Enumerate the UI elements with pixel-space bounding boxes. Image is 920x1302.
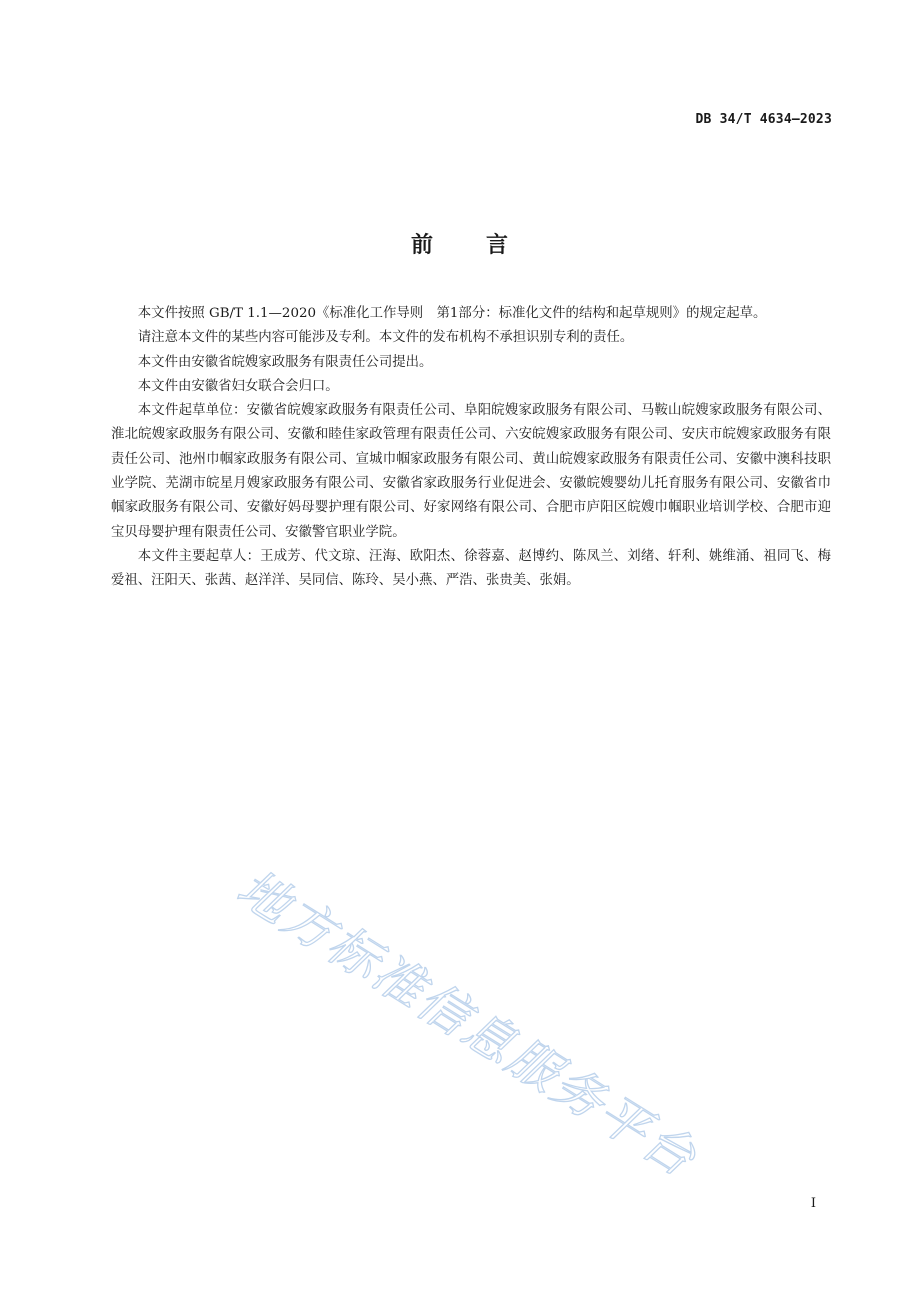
paragraph-patent-notice: 请注意本文件的某些内容可能涉及专利。本文件的发布机构不承担识别专利的责任。 xyxy=(137,330,634,346)
page-number: I xyxy=(810,1196,816,1211)
paragraph-drafting-units: 本文件起草单位：安徽省皖嫂家政服务有限责任公司、阜阳皖嫂家政服务有限公司、马鞍山皖嫂家政服务有限公司、淮北皖嫂家政服务有限公司、安徽和睦佳家政管理有限责任公司、六安皖嫂家政服务有限公司、安庆市皖嫂家政服务有限责任公司、池州巾帼家政服务有限公司、宣城巾帼家政服务有限公司、黄山皖嫂家政服务有限责任公司、安徽中澳科技职业学院、芜湖市皖星月嫂家政服务有限公司、安徽省家政服务行业促进会、安徽皖嫂婴幼儿托育服务有限公司、安徽省巾帼家政服务有限公司、安徽好妈母婴护理有限公司、好家网络有限公司、合肥市庐阳区皖嫂巾帼职业培训学校、合肥市迎宝贝母婴护理有限责任公司、安徽警官职业学院。 xyxy=(111,403,831,540)
document-code: DB 34/T 4634—2023 xyxy=(695,112,832,127)
watermark-text: 地方标准信息服务平台 xyxy=(227,858,708,1189)
paragraph-main-drafters: 本文件主要起草人：王成芳、代文琼、汪海、欧阳杰、徐蓉嘉、赵博约、陈凤兰、刘绪、轩利、姚维涌、祖同飞、梅爱祖、汪阳天、张茜、赵洋洋、吴同信、陈玲、吴小燕、严浩、张贵美、张娟。 xyxy=(111,548,831,589)
page-title xyxy=(0,228,920,259)
paragraph-proposer: 本文件由安徽省皖嫂家政服务有限责任公司提出。 xyxy=(137,354,433,370)
paragraph-centralized-unit: 本文件由安徽省妇女联合会归口。 xyxy=(137,378,339,394)
title-char-right: 言 xyxy=(486,233,510,258)
paragraph-drafting-basis: 本文件按照 GB/T 1.1—2020《标准化工作导则 第1部分：标准化文件的结构和起草规则》的规定起草。 xyxy=(137,306,767,321)
foreword-body xyxy=(111,302,831,594)
title-char-left: 前 xyxy=(410,233,434,258)
